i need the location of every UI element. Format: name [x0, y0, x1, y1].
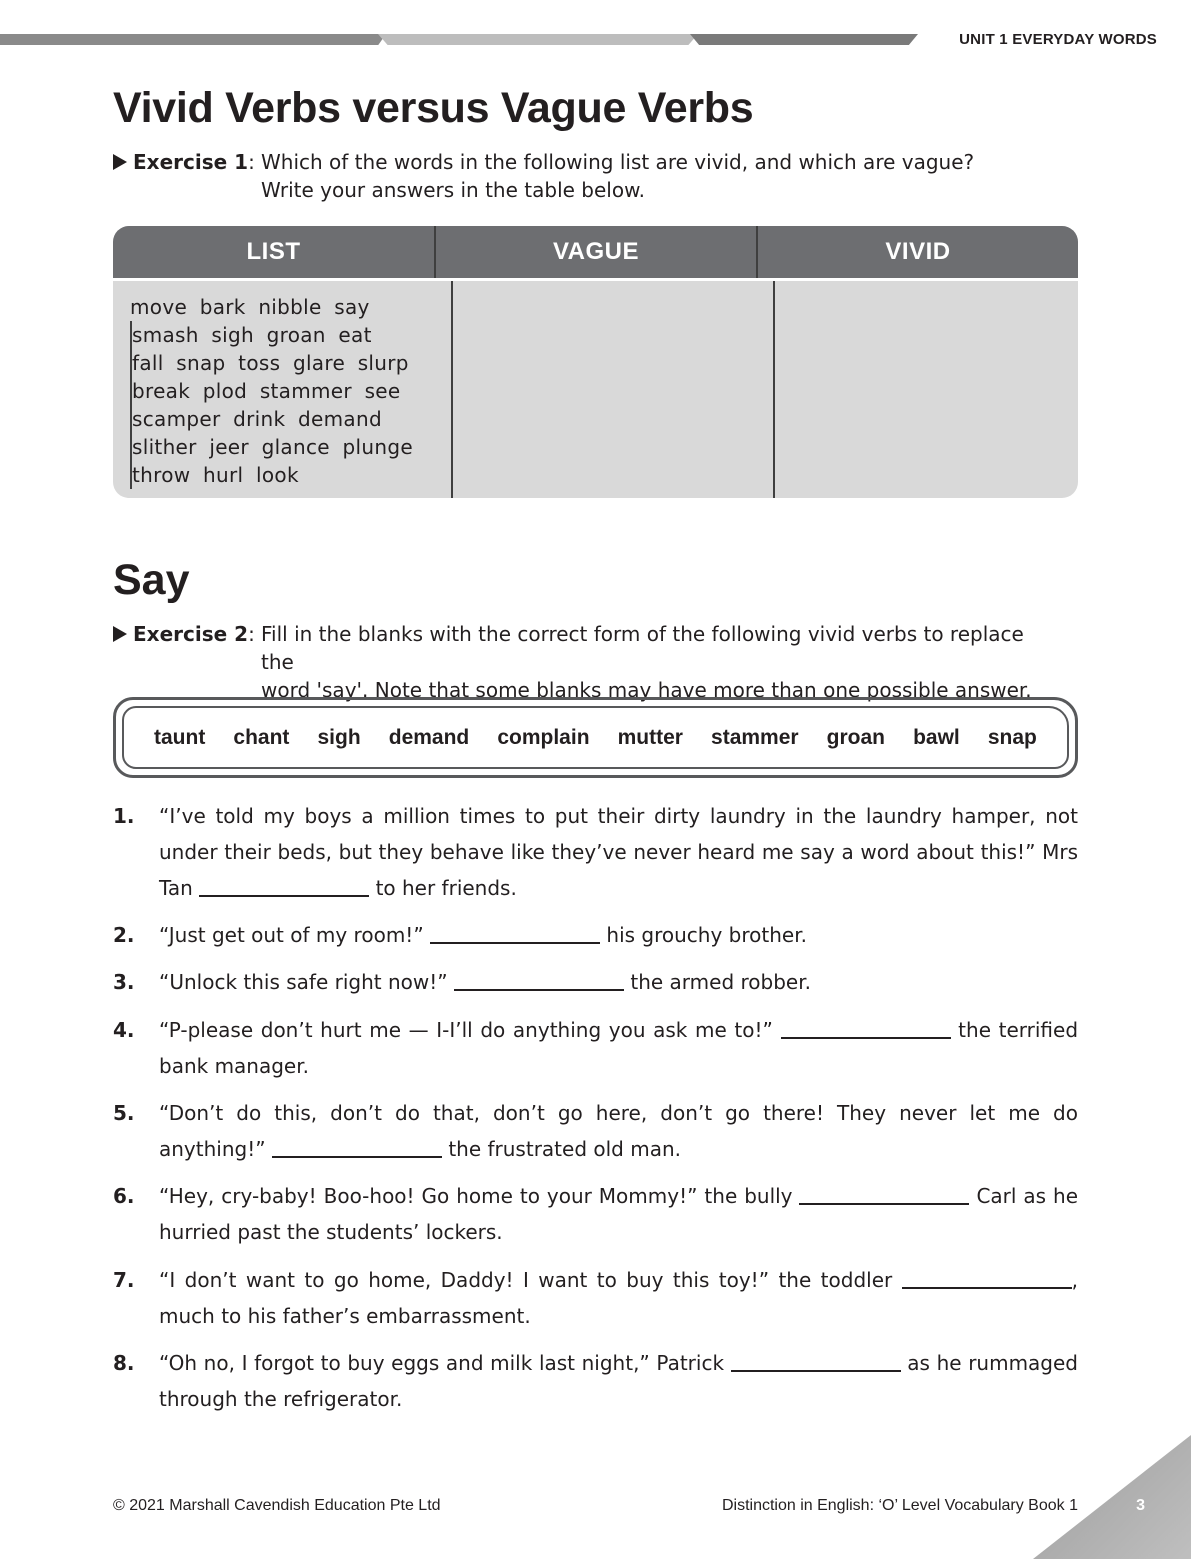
- question-text: as he rummaged through the refrigerator.: [159, 1351, 1079, 1411]
- page-number: 3: [1136, 1497, 1145, 1514]
- unit-label: UNIT 1 EVERYDAY WORDS: [959, 31, 1157, 48]
- word-bank-item: stammer: [711, 725, 799, 749]
- question-text: the frustrated old man.: [448, 1137, 681, 1161]
- answer-blank[interactable]: [799, 1183, 969, 1205]
- answer-blank[interactable]: [454, 969, 624, 991]
- header-bar-segment: [690, 34, 918, 45]
- question-text: “I’ve told my boys a million times to put their dirty laundry in the laundry hamper, not under their beds, but they behave like they’ve never heard me say a word about this!” Mrs Tan: [159, 804, 1078, 900]
- question-6: [113, 1178, 1078, 1250]
- question-text: “Oh no, I forgot to buy eggs and milk last night,” Patrick: [159, 1351, 725, 1375]
- question-number: 8.: [113, 1351, 135, 1375]
- question-text: “Just get out of my room!”: [159, 923, 424, 947]
- word-bank-item: demand: [388, 725, 470, 749]
- word-list-cell: [113, 281, 451, 498]
- header-bar: [0, 34, 920, 45]
- exercise-1-text-line1: Which of the words in the following list are vivid, and which are vague?: [261, 150, 975, 174]
- list-line: slither jeer glance plunge: [130, 433, 451, 461]
- table-body-row: [113, 278, 1078, 498]
- exercise-2-text-line2: word 'say'. Note that some blanks may have more than one possible answer.: [261, 678, 1032, 702]
- column-header-vivid: VIVID: [756, 226, 1078, 278]
- list-line: scamper drink demand: [130, 405, 451, 433]
- answer-blank[interactable]: [272, 1136, 442, 1158]
- section2-title: Say: [113, 556, 190, 604]
- question-text: the armed robber.: [630, 970, 811, 994]
- word-bank-item: chant: [233, 725, 290, 749]
- question-8: [113, 1345, 1078, 1417]
- answer-blank[interactable]: [199, 875, 369, 897]
- exercise-2-label: Exercise 2: [133, 622, 249, 646]
- book-title: Distinction in English: ‘O’ Level Vocabulary Book 1: [721, 1497, 1078, 1514]
- word-bank-box: [113, 697, 1078, 778]
- vivid-answer-cell[interactable]: [773, 281, 1078, 498]
- question-number: 4.: [113, 1018, 135, 1042]
- question-text: “Unlock this safe right now!”: [159, 970, 448, 994]
- header-bar-segment: [378, 34, 698, 45]
- question-text: “Don’t do this, don’t do that, don’t go here, don’t go there! They never let me do anything!”: [159, 1101, 1078, 1161]
- question-number: 6.: [113, 1184, 135, 1208]
- copyright-text: © 2021 Marshall Cavendish Education Pte Ltd: [113, 1497, 441, 1514]
- table-header-row: [113, 226, 1078, 278]
- answer-blank[interactable]: [430, 922, 600, 944]
- answer-blank[interactable]: [781, 1017, 951, 1039]
- section1-title: Vivid Verbs versus Vague Verbs: [113, 84, 754, 132]
- question-text: Carl as he hurried past the students’ lockers.: [159, 1184, 1078, 1244]
- arrow-right-icon: [113, 154, 127, 170]
- exercise-1-text-line2: Write your answers in the table below.: [261, 178, 645, 202]
- column-header-list: LIST: [246, 238, 301, 265]
- word-bank-item: sigh: [317, 725, 361, 749]
- word-bank-item: complain: [497, 725, 590, 749]
- word-bank-item: groan: [826, 725, 886, 749]
- vague-answer-cell[interactable]: [451, 281, 773, 498]
- answer-blank[interactable]: [731, 1350, 901, 1372]
- question-text: “I don’t want to go home, Daddy! I want to buy this toy!” the toddler: [159, 1268, 893, 1292]
- header-bar-segment: [0, 34, 386, 45]
- exercise-1-label: Exercise 1: [133, 150, 249, 174]
- question-text: “Hey, cry-baby! Boo-hoo! Go home to your Mommy!” the bully: [159, 1184, 793, 1208]
- vivid-vague-table: [113, 226, 1078, 498]
- question-number: 1.: [113, 804, 135, 828]
- question-text: , much to his father’s embarrassment.: [159, 1268, 1078, 1328]
- question-number: 7.: [113, 1268, 135, 1292]
- question-number: 2.: [113, 923, 135, 947]
- question-text: his grouchy brother.: [606, 923, 807, 947]
- question-text: the terrified bank manager.: [159, 1018, 1079, 1078]
- exercise-2-text-line1: Fill in the blanks with the correct form of the following vivid verbs to replace the: [261, 622, 1024, 674]
- question-text: “P-please don’t hurt me — I-I’ll do anything you ask me to!”: [159, 1018, 773, 1042]
- question-number: 5.: [113, 1101, 135, 1125]
- list-line: fall snap toss glare slurp: [130, 349, 451, 377]
- list-line: throw hurl look: [130, 461, 451, 489]
- question-2: [113, 917, 1078, 953]
- arrow-right-icon: [113, 626, 127, 642]
- question-number: 3.: [113, 970, 135, 994]
- question-4: [113, 1012, 1078, 1084]
- question-text: to her friends.: [375, 876, 517, 900]
- word-bank-item: mutter: [617, 725, 683, 749]
- column-header-vague: VAGUE: [434, 226, 756, 278]
- word-bank-item: bawl: [913, 725, 960, 749]
- question-7: [113, 1262, 1078, 1334]
- word-bank-item: taunt: [154, 725, 206, 749]
- question-5: [113, 1095, 1078, 1167]
- question-3: [113, 964, 1078, 1000]
- list-line: smash sigh groan eat: [130, 321, 451, 349]
- word-bank-item: snap: [987, 725, 1037, 749]
- list-line: break plod stammer see: [130, 377, 451, 405]
- list-line: move bark nibble say: [130, 295, 370, 319]
- question-1: [113, 798, 1078, 906]
- answer-blank[interactable]: [902, 1267, 1072, 1289]
